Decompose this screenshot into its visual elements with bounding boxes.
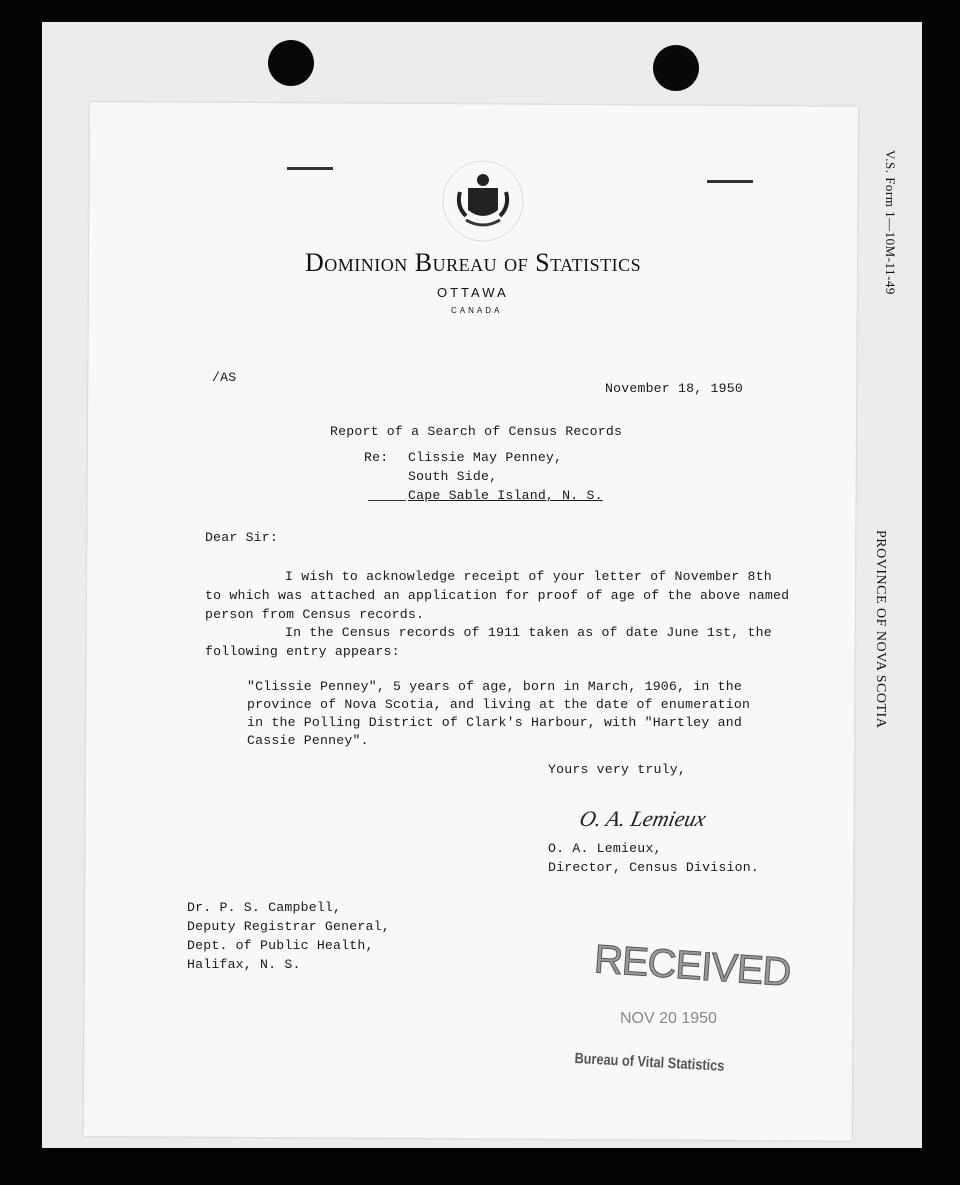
re-line: South Side, (408, 469, 498, 484)
stamp-date: NOV 20 1950 (620, 1010, 717, 1027)
paragraph-line: In the Census records of 1911 taken as of date June 1st, the (285, 625, 772, 640)
addressee-line: Halifax, N. S. (187, 957, 301, 972)
letterhead-organization: Dominion Bureau of Statistics (305, 248, 642, 277)
addressee-line: Deputy Registrar General, (187, 919, 390, 934)
paragraph-line: following entry appears: (205, 644, 400, 659)
signer-name: O. A. Lemieux, (548, 841, 662, 856)
punch-hole-right (653, 45, 699, 91)
letterhead-rule-right (707, 180, 753, 183)
received-stamp: RECEIVED (592, 937, 792, 995)
paragraph-line: to which was attached an application for proof of age of the above named (205, 588, 790, 603)
salutation: Dear Sir: (205, 530, 279, 545)
stamp-office: Bureau of Vital Statistics (574, 1050, 725, 1075)
addressee-line: Dept. of Public Health, (187, 938, 374, 953)
underline-dash (368, 500, 406, 501)
signature: O. A. Lemieux (577, 806, 709, 831)
closing: Yours very truly, (548, 762, 686, 777)
quote-line: province of Nova Scotia, and living at the date of enumeration (247, 697, 751, 712)
punch-hole-left (268, 40, 314, 86)
quote-line: "Clissie Penney", 5 years of age, born in March, 1906, in the (247, 679, 742, 694)
coat-of-arms-seal-icon (440, 158, 526, 244)
reference-initials: /AS (212, 370, 237, 385)
paragraph-line: person from Census records. (205, 607, 425, 622)
re-line: Cape Sable Island, N. S. (408, 488, 603, 503)
signer-title: Director, Census Division. (548, 860, 759, 875)
quote-line: in the Polling District of Clark's Harbour, with "Hartley and (247, 715, 742, 730)
quote-line: Cassie Penney". (247, 733, 369, 748)
letterhead-city: OTTAWA (437, 285, 509, 300)
re-label: Re: (364, 450, 389, 465)
re-line: Clissie May Penney, (408, 450, 563, 465)
letter-date: November 18, 1950 (605, 381, 743, 396)
letterhead-rule-left (287, 167, 333, 170)
letter-subject: Report of a Search of Census Records (330, 424, 623, 439)
province-label: PROVINCE OF NOVA SCOTIA (873, 530, 888, 729)
letterhead-country: CANADA (451, 306, 503, 315)
addressee-line: Dr. P. S. Campbell, (187, 900, 342, 915)
form-number: V.S. Form 1—10M-11-49 (883, 150, 898, 295)
paragraph-line: I wish to acknowledge receipt of your letter of November 8th (285, 569, 772, 584)
